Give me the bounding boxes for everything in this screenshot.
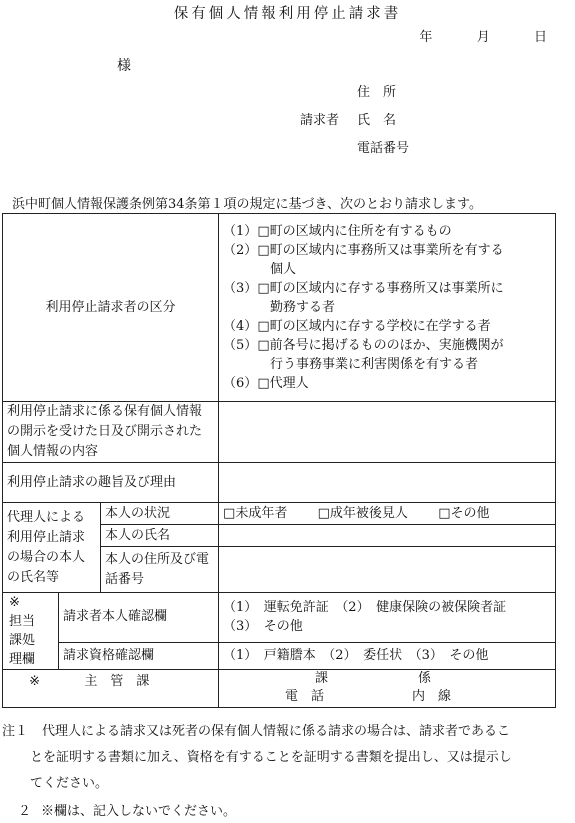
status-options xyxy=(219,503,556,525)
option-minor-checkbox[interactable]: □未成年者 xyxy=(223,505,288,521)
principal-name-field[interactable] xyxy=(219,525,556,547)
request-form-table xyxy=(2,213,556,708)
dept-info-cell xyxy=(219,670,556,708)
category-item-3-cont: 勤務する者 xyxy=(270,300,336,315)
disclosure-label: 利用停止請求に係る保有個人情報の開示を受けた日及び開示された個人情報の内容 xyxy=(3,402,219,463)
category-item-6: （6）□代理人 xyxy=(223,376,309,391)
phone-label: 電話番号 xyxy=(357,141,410,156)
category-item-2: （2）□町の区域内に事務所又は事業所を有する xyxy=(223,243,504,258)
note-1-line-3: てください。 xyxy=(30,776,109,791)
dept-label: 主 管 課 xyxy=(84,674,150,689)
principal-addr-field[interactable] xyxy=(219,547,556,593)
identity-check-label: 請求者本人確認欄 xyxy=(59,593,219,643)
reason-label: 利用停止請求の趣旨及び理由 xyxy=(3,463,219,503)
section-kakari: 係 xyxy=(418,671,432,686)
qualification-check-label: 請求資格確認欄 xyxy=(59,642,219,669)
option-other-checkbox[interactable]: □その他 xyxy=(438,505,490,521)
note-1-line-2: とを証明する書類に加え、資格を有することを証明する書類を提出し、又は提示し xyxy=(30,750,512,765)
date-line xyxy=(419,26,547,45)
month-label: 月 xyxy=(476,30,490,45)
category-item-1: （1）□町の区域内に住所を有するもの xyxy=(223,224,452,239)
category-item-5-cont: 行う事務事業に利害関係を有する者 xyxy=(270,357,479,372)
dept-mark: ※ xyxy=(29,674,41,689)
category-item-3: （3）□町の区域内に存する事務所又は事業所に xyxy=(223,281,504,296)
note-2: ２ ※欄は、記入しないでください。 xyxy=(18,804,237,819)
agent-label: 代理人による利用停止請求の場合の本人の氏名等 xyxy=(3,503,101,593)
principal-name-label: 本人の氏名 xyxy=(101,525,219,547)
office-use-label xyxy=(3,593,59,670)
dept-cell xyxy=(3,670,219,708)
reason-field[interactable] xyxy=(219,463,556,503)
office-label: 担当課処理欄 xyxy=(9,614,36,667)
identity-line-2: （3） その他 xyxy=(223,619,303,635)
year-label: 年 xyxy=(419,30,433,45)
address-label: 住 所 xyxy=(357,85,397,100)
identity-line-1: （1） 運転免許証 （2） 健康保険の被保険者証 xyxy=(223,600,507,616)
phone-label-small: 電 話 xyxy=(285,689,325,704)
office-mark: ※ xyxy=(9,595,20,610)
option-ward-checkbox[interactable]: □成年被後見人 xyxy=(317,505,408,521)
category-item-2-cont: 個人 xyxy=(270,262,297,277)
note-1-mark: 注１ xyxy=(2,724,29,739)
qualification-options: （1） 戸籍謄本 （2） 委任状 （3） その他 xyxy=(219,642,556,669)
category-item-5: （5）□前各号に掲げるもののほか、実施機関が xyxy=(223,338,504,353)
note-1-line-1: 注１ 代理人による請求又は死者の保有個人情報に係る請求の場合は、請求者であるこ xyxy=(2,724,511,739)
page-title: 保有個人情報利用停止請求書 xyxy=(173,6,402,22)
principal-status-label: 本人の状況 xyxy=(101,503,219,525)
intro-text: 浜中町個人情報保護条例第34条第１項の規定に基づき、次のとおり請求します。 xyxy=(12,197,482,212)
requester-label: 請求者 xyxy=(300,113,340,128)
note-2-mark: ２ xyxy=(18,804,32,819)
principal-addr-label: 本人の住所及び電話番号 xyxy=(101,547,219,593)
day-label: 日 xyxy=(533,30,547,45)
category-item-4: （4）□町の区域内に存する学校に在学する者 xyxy=(223,319,491,334)
addressee-suffix: 様 xyxy=(117,58,131,74)
section-ka: 課 xyxy=(315,671,329,686)
category-label: 利用停止請求者の区分 xyxy=(3,214,219,402)
category-list xyxy=(219,214,556,402)
identity-check-options xyxy=(219,593,556,643)
extension-label: 内 線 xyxy=(412,689,452,704)
disclosure-field[interactable] xyxy=(219,402,556,463)
name-label: 氏 名 xyxy=(357,113,397,128)
